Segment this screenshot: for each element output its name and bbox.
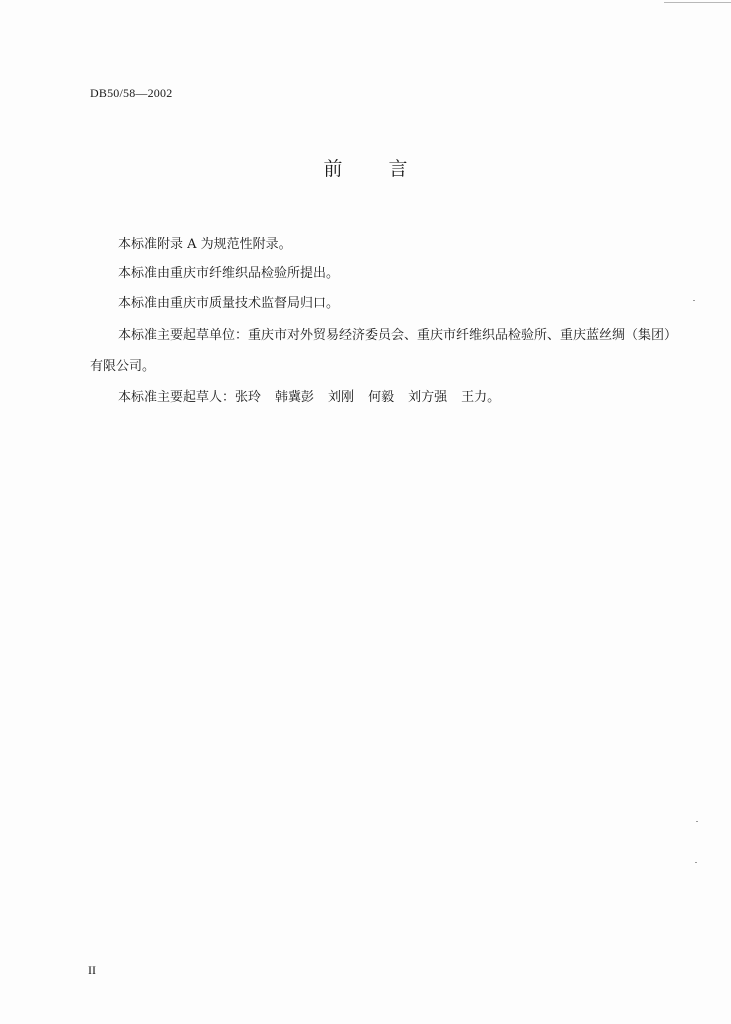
drafter-name: 王力。 [461,390,501,405]
scan-speck [696,821,698,822]
scan-edge-line [664,2,731,3]
drafter-name: 张玲 [235,390,262,405]
paragraph-appendix: 本标准附录 A 为规范性附录。 [118,237,292,252]
section-title-right: 言 [388,158,408,180]
section-title [0,154,731,181]
scan-speck [695,862,697,863]
page-number: II [88,963,96,977]
scan-speck [693,300,695,301]
paragraph-drafting-units-line2: 有限公司。 [90,359,156,374]
drafters-list [235,390,514,405]
drafter-name: 何毅 [368,390,395,405]
paragraph-proposer: 本标准由重庆市纤维织品检验所提出。 [118,266,340,281]
document-code: DB50/58—2002 [90,86,173,100]
paragraph-administrator: 本标准由重庆市质量技术监督局归口。 [118,296,340,311]
drafter-name: 韩冀彭 [275,390,315,405]
drafter-name: 刘方强 [408,390,448,405]
paragraph-drafters [118,386,514,405]
section-title-left: 前 [323,158,343,180]
paragraph-drafting-units-line1: 本标准主要起草单位：重庆市对外贸易经济委员会、重庆市纤维织品检验所、重庆蓝丝绸（集团） [118,328,678,343]
drafters-label: 本标准主要起草人： [118,390,236,405]
drafter-name: 刘刚 [328,390,355,405]
